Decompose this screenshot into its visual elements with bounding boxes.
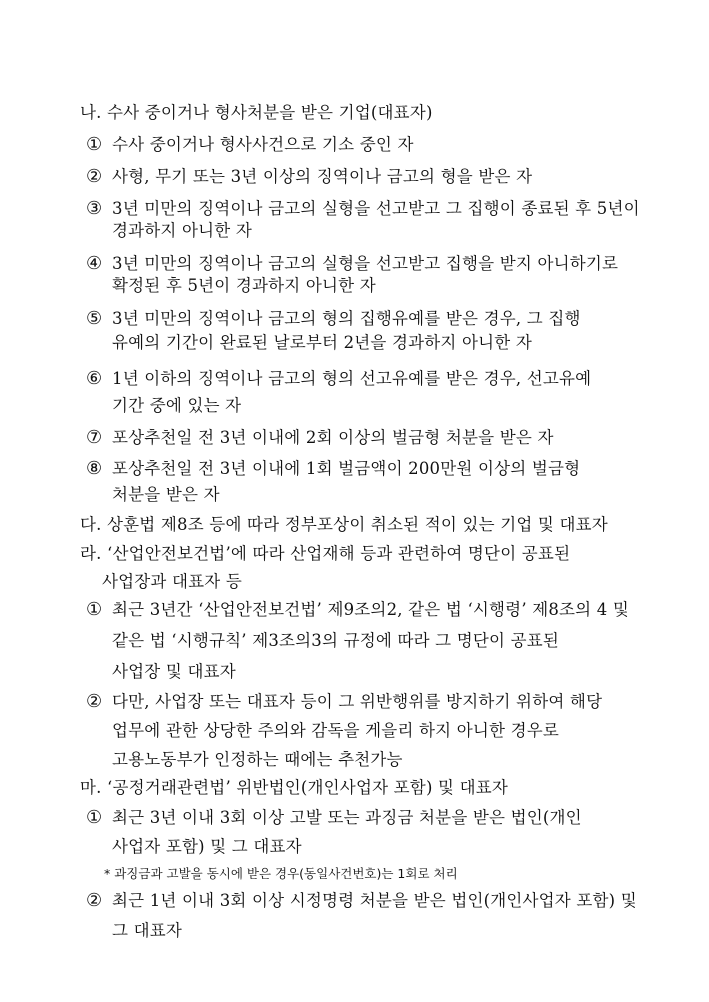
item-number: ⑤ [86, 308, 103, 329]
item-number: ④ [86, 253, 103, 274]
item-number: ② [86, 691, 103, 712]
item-text: 사업장 및 대표자 [112, 662, 236, 681]
item-text: 최근 1년 이내 3회 이상 시정명령 처분을 받은 법인(개인사업자 포함) 및 [112, 891, 637, 910]
item-text: 3년 미만의 징역이나 금고의 실형을 선고받고 그 집행이 종료된 후 5년이 [112, 199, 640, 218]
item-number: ⑥ [86, 368, 103, 389]
item-number: ① [86, 134, 103, 155]
item-number: ⑦ [86, 427, 103, 448]
item-text: 경과하지 아니한 자 [112, 221, 253, 240]
item-text: 다만, 사업장 또는 대표자 등이 그 위반행위를 방지하기 위하여 해당 [112, 692, 603, 711]
item-text: 최근 3년간 ‘산업안전보건법’ 제9조의2, 같은 법 ‘시행령’ 제8조의 4 및 [112, 600, 630, 619]
item-text: 3년 미만의 징역이나 금고의 실형을 선고받고 집행을 받지 아니하기로 [112, 254, 619, 273]
item-number: ② [86, 890, 103, 911]
section-heading-ra-cont: 사업장과 대표자 등 [102, 572, 243, 591]
item-text: 확정된 후 5년이 경과하지 아니한 자 [112, 276, 376, 295]
item-text: 그 대표자 [112, 921, 183, 940]
item-text: 3년 미만의 징역이나 금고의 형의 집행유예를 받은 경우, 그 집행 [112, 309, 581, 328]
item-text: 수사 중이거나 형사사건으로 기소 중인 자 [112, 135, 414, 154]
item-text: 포상추천일 전 3년 이내에 2회 이상의 벌금형 처분을 받은 자 [112, 428, 554, 447]
item-text: 고용노동부가 인정하는 때에는 추천가능 [112, 750, 403, 769]
item-number: ① [86, 807, 103, 828]
item-text: 유예의 기간이 완료된 날로부터 2년을 경과하지 아니한 자 [112, 333, 533, 352]
section-heading-na: 나. 수사 중이거나 형사처분을 받은 기업(대표자) [80, 103, 433, 122]
item-text: 업무에 관한 상당한 주의와 감독을 게을리 하지 아니한 경우로 [112, 721, 560, 740]
footnote: * 과징금과 고발을 동시에 받은 경우(동일사건번호)는 1회로 처리 [104, 866, 458, 881]
section-heading-ma: 마. ‘공정거래관련법’ 위반법인(개인사업자 포함) 및 대표자 [80, 778, 509, 797]
item-number: ⑧ [86, 458, 103, 479]
item-text: 기간 중에 있는 자 [112, 396, 242, 415]
item-number: ② [86, 166, 103, 187]
item-number: ③ [86, 198, 103, 219]
section-heading-ra: 라. ‘산업안전보건법’에 따라 산업재해 등과 관련하여 명단이 공표된 [80, 544, 571, 563]
item-text: 1년 이하의 징역이나 금고의 형의 선고유예를 받은 경우, 선고유예 [112, 369, 592, 388]
item-text: 최근 3년 이내 3회 이상 고발 또는 과징금 처분을 받은 법인(개인 [112, 808, 582, 827]
item-text: 포상추천일 전 3년 이내에 1회 벌금액이 200만원 이상의 벌금형 [112, 459, 581, 478]
item-text: 사업자 포함) 및 그 대표자 [112, 837, 302, 856]
item-text: 처분을 받은 자 [112, 485, 220, 504]
item-number: ① [86, 599, 103, 620]
section-heading-da: 다. 상훈법 제8조 등에 따라 정부포상이 취소된 적이 있는 기업 및 대표자 [80, 515, 608, 534]
item-text: 사형, 무기 또는 3년 이상의 징역이나 금고의 형을 받은 자 [112, 167, 533, 186]
item-text: 같은 법 ‘시행규칙’ 제3조의3의 규정에 따라 그 명단이 공표된 [112, 631, 560, 650]
